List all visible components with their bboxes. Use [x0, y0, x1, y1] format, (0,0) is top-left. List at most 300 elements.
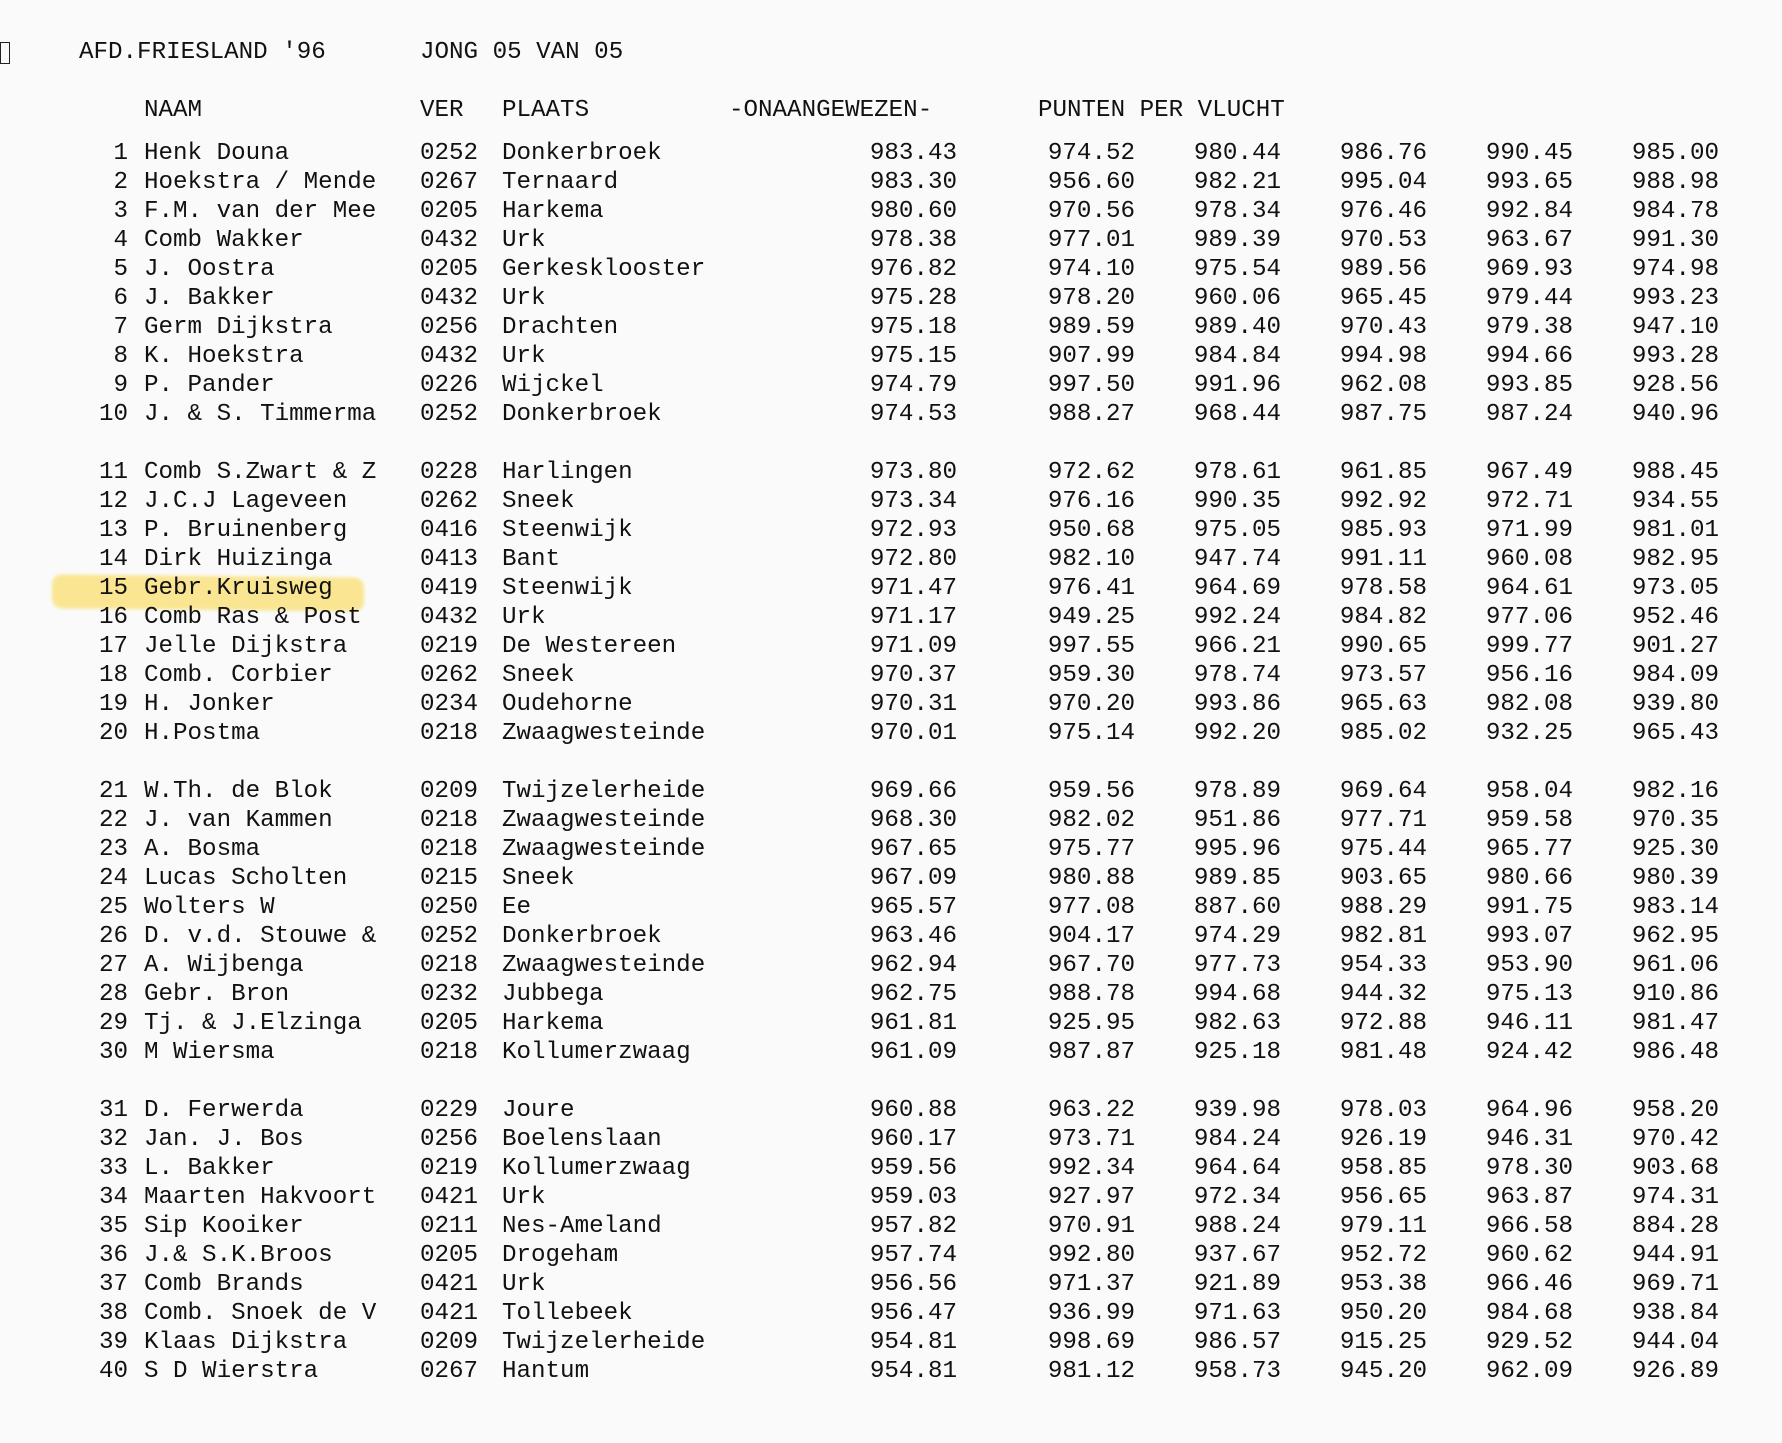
punten-value: 981.47	[1631, 1010, 1719, 1037]
punten-value: 974.29	[1193, 923, 1281, 950]
punten-value: 978.03	[1339, 1097, 1427, 1124]
punten-value: 966.21	[1193, 633, 1281, 660]
naam: J. Oostra	[144, 256, 275, 283]
punten-value: 995.96	[1193, 836, 1281, 863]
table-row	[0, 1328, 1782, 1357]
punten-value: 964.61	[1485, 575, 1573, 602]
punten-value: 987.24	[1485, 401, 1573, 428]
ver: 0218	[420, 807, 479, 834]
punten-value: 973.05	[1631, 575, 1719, 602]
table-row	[0, 1096, 1782, 1125]
rank: 31	[98, 1097, 128, 1124]
table-row	[0, 1154, 1782, 1183]
punten-value: 980.44	[1193, 140, 1281, 167]
rank: 11	[98, 459, 128, 486]
punten-value: 972.88	[1339, 1010, 1427, 1037]
naam: A. Bosma	[144, 836, 261, 863]
punten-value: 984.09	[1631, 662, 1719, 689]
ver: 0252	[420, 401, 479, 428]
onaangewezen: 972.80	[869, 546, 957, 573]
punten-value: 978.89	[1193, 778, 1281, 805]
section-title: AFD.FRIESLAND '96	[79, 39, 326, 66]
rank: 14	[98, 546, 128, 573]
punten-value: 953.38	[1339, 1271, 1427, 1298]
punten-value: 903.68	[1631, 1155, 1719, 1182]
table-row	[0, 806, 1782, 835]
punten-value: 979.44	[1485, 285, 1573, 312]
ver: 0205	[420, 1010, 479, 1037]
punten-value: 977.73	[1193, 952, 1281, 979]
column-header-plaats: PLAATS	[502, 97, 590, 124]
onaangewezen: 957.74	[869, 1242, 957, 1269]
punten-value: 887.60	[1193, 894, 1281, 921]
punten-value: 926.89	[1631, 1358, 1719, 1385]
rank: 2	[113, 169, 128, 196]
plaats: Gerkesklooster	[502, 256, 706, 283]
onaangewezen: 976.82	[869, 256, 957, 283]
plaats: De Westereen	[502, 633, 677, 660]
punten-value: 971.63	[1193, 1300, 1281, 1327]
punten-value: 993.07	[1485, 923, 1573, 950]
punten-value: 962.95	[1631, 923, 1719, 950]
punten-value: 989.40	[1193, 314, 1281, 341]
punten-value: 977.06	[1485, 604, 1573, 631]
plaats: Zwaagwesteinde	[502, 836, 706, 863]
punten-value: 977.71	[1339, 807, 1427, 834]
plaats: Wijckel	[502, 372, 604, 399]
punten-value: 985.00	[1631, 140, 1719, 167]
onaangewezen: 970.31	[869, 691, 957, 718]
rank: 22	[98, 807, 128, 834]
onaangewezen: 970.01	[869, 720, 957, 747]
onaangewezen: 971.17	[869, 604, 957, 631]
table-row	[0, 1270, 1782, 1299]
column-header-onaangewezen: -ONAANGEWEZEN-	[729, 97, 933, 124]
punten-value: 932.25	[1485, 720, 1573, 747]
punten-value: 929.52	[1485, 1329, 1573, 1356]
naam: Maarten Hakvoort	[144, 1184, 377, 1211]
punten-value: 987.87	[1047, 1039, 1135, 1066]
punten-value: 925.95	[1047, 1010, 1135, 1037]
rank: 38	[98, 1300, 128, 1327]
rank: 9	[113, 372, 128, 399]
punten-value: 939.98	[1193, 1097, 1281, 1124]
punten-value: 994.98	[1339, 343, 1427, 370]
ver: 0209	[420, 778, 479, 805]
naam: M Wiersma	[144, 1039, 275, 1066]
ver: 0226	[420, 372, 479, 399]
table-row	[0, 516, 1782, 545]
naam: L. Bakker	[144, 1155, 275, 1182]
naam: Germ Dijkstra	[144, 314, 333, 341]
punten-value: 991.96	[1193, 372, 1281, 399]
naam: W.Th. de Blok	[144, 778, 333, 805]
punten-value: 907.99	[1047, 343, 1135, 370]
naam: J. & S. Timmerma	[144, 401, 377, 428]
punten-value: 979.38	[1485, 314, 1573, 341]
punten-value: 993.28	[1631, 343, 1719, 370]
punten-value: 978.34	[1193, 198, 1281, 225]
punten-value: 991.30	[1631, 227, 1719, 254]
punten-value: 969.93	[1485, 256, 1573, 283]
punten-value: 915.25	[1339, 1329, 1427, 1356]
punten-value: 946.31	[1485, 1126, 1573, 1153]
punten-value: 960.06	[1193, 285, 1281, 312]
rank: 12	[98, 488, 128, 515]
onaangewezen: 971.47	[869, 575, 957, 602]
table-row	[0, 1009, 1782, 1038]
punten-value: 990.45	[1485, 140, 1573, 167]
plaats: Zwaagwesteinde	[502, 807, 706, 834]
ver: 0215	[420, 865, 479, 892]
punten-value: 952.72	[1339, 1242, 1427, 1269]
naam: Dirk Huizinga	[144, 546, 333, 573]
plaats: Tollebeek	[502, 1300, 633, 1327]
table-row	[0, 1241, 1782, 1270]
punten-value: 965.63	[1339, 691, 1427, 718]
onaangewezen: 974.79	[869, 372, 957, 399]
punten-value: 978.20	[1047, 285, 1135, 312]
ver: 0205	[420, 198, 479, 225]
table-row	[0, 458, 1782, 487]
table-row	[0, 313, 1782, 342]
punten-value: 988.29	[1339, 894, 1427, 921]
punten-value: 952.46	[1631, 604, 1719, 631]
rank: 18	[98, 662, 128, 689]
punten-value: 978.58	[1339, 575, 1427, 602]
punten-value: 956.16	[1485, 662, 1573, 689]
table-row	[0, 603, 1782, 632]
punten-value: 987.75	[1339, 401, 1427, 428]
punten-value: 989.56	[1339, 256, 1427, 283]
ver: 0219	[420, 1155, 479, 1182]
punten-value: 956.65	[1339, 1184, 1427, 1211]
punten-value: 981.01	[1631, 517, 1719, 544]
punten-value: 988.45	[1631, 459, 1719, 486]
plaats: Urk	[502, 227, 546, 254]
punten-value: 884.28	[1631, 1213, 1719, 1240]
ver: 0432	[420, 227, 479, 254]
punten-value: 924.42	[1485, 1039, 1573, 1066]
rank: 3	[113, 198, 128, 225]
rank: 25	[98, 894, 128, 921]
ver: 0256	[420, 314, 479, 341]
naam: Wolters W	[144, 894, 275, 921]
punten-value: 968.44	[1193, 401, 1281, 428]
table-row	[0, 574, 1782, 603]
table-row	[0, 1299, 1782, 1328]
table-row	[0, 1183, 1782, 1212]
naam: H. Jonker	[144, 691, 275, 718]
table-row	[0, 719, 1782, 748]
ver: 0234	[420, 691, 479, 718]
punten-value: 982.95	[1631, 546, 1719, 573]
punten-value: 961.06	[1631, 952, 1719, 979]
punten-value: 974.10	[1047, 256, 1135, 283]
plaats: Zwaagwesteinde	[502, 720, 706, 747]
naam: P. Pander	[144, 372, 275, 399]
punten-value: 972.71	[1485, 488, 1573, 515]
rank: 37	[98, 1271, 128, 1298]
ver: 0219	[420, 633, 479, 660]
punten-value: 951.86	[1193, 807, 1281, 834]
rank: 33	[98, 1155, 128, 1182]
naam: Comb. Corbier	[144, 662, 333, 689]
rank: 16	[98, 604, 128, 631]
punten-value: 927.97	[1047, 1184, 1135, 1211]
column-header-naam: NAAM	[144, 97, 203, 124]
table-row	[0, 1212, 1782, 1241]
punten-value: 947.10	[1631, 314, 1719, 341]
onaangewezen: 980.60	[869, 198, 957, 225]
onaangewezen: 967.65	[869, 836, 957, 863]
punten-value: 965.45	[1339, 285, 1427, 312]
punten-value: 982.02	[1047, 807, 1135, 834]
naam: Sip Kooiker	[144, 1213, 304, 1240]
punten-value: 938.84	[1631, 1300, 1719, 1327]
document-header	[0, 38, 624, 67]
ver: 0218	[420, 836, 479, 863]
table-row	[0, 371, 1782, 400]
punten-value: 993.65	[1485, 169, 1573, 196]
punten-value: 973.57	[1339, 662, 1427, 689]
punten-value: 970.20	[1047, 691, 1135, 718]
punten-value: 971.99	[1485, 517, 1573, 544]
naam: Comb S.Zwart & Z	[144, 459, 377, 486]
punten-value: 965.43	[1631, 720, 1719, 747]
punten-value: 989.39	[1193, 227, 1281, 254]
rank: 4	[113, 227, 128, 254]
ver: 0421	[420, 1271, 479, 1298]
punten-value: 958.20	[1631, 1097, 1719, 1124]
punten-value: 990.65	[1339, 633, 1427, 660]
punten-value: 970.35	[1631, 807, 1719, 834]
ver: 0267	[420, 169, 479, 196]
table-row	[0, 951, 1782, 980]
table-row	[0, 400, 1782, 429]
punten-value: 959.30	[1047, 662, 1135, 689]
rank: 26	[98, 923, 128, 950]
punten-value: 992.24	[1193, 604, 1281, 631]
punten-value: 988.98	[1631, 169, 1719, 196]
punten-value: 992.20	[1193, 720, 1281, 747]
punten-value: 992.92	[1339, 488, 1427, 515]
punten-value: 940.96	[1631, 401, 1719, 428]
punten-value: 925.18	[1193, 1039, 1281, 1066]
punten-value: 936.99	[1047, 1300, 1135, 1327]
punten-value: 995.04	[1339, 169, 1427, 196]
rank: 27	[98, 952, 128, 979]
rank: 1	[113, 140, 128, 167]
table-row	[0, 342, 1782, 371]
punten-value: 978.74	[1193, 662, 1281, 689]
table-row	[0, 168, 1782, 197]
table-row	[0, 980, 1782, 1009]
punten-value: 984.24	[1193, 1126, 1281, 1153]
punten-value: 910.86	[1631, 981, 1719, 1008]
onaangewezen: 972.93	[869, 517, 957, 544]
table-row	[0, 139, 1782, 168]
ver: 0250	[420, 894, 479, 921]
plaats: Urk	[502, 285, 546, 312]
punten-value: 963.67	[1485, 227, 1573, 254]
punten-value: 967.49	[1485, 459, 1573, 486]
rank: 19	[98, 691, 128, 718]
ver: 0205	[420, 256, 479, 283]
punten-value: 981.12	[1047, 1358, 1135, 1385]
table-row	[0, 284, 1782, 313]
punten-value: 946.11	[1485, 1010, 1573, 1037]
plaats: Harlingen	[502, 459, 633, 486]
plaats: Sneek	[502, 865, 575, 892]
punten-value: 997.50	[1047, 372, 1135, 399]
punten-value: 994.68	[1193, 981, 1281, 1008]
ver: 0211	[420, 1213, 479, 1240]
punten-value: 964.69	[1193, 575, 1281, 602]
table-row	[0, 545, 1782, 574]
punten-value: 972.34	[1193, 1184, 1281, 1211]
ver: 0218	[420, 720, 479, 747]
naam: Lucas Scholten	[144, 865, 348, 892]
table-row	[0, 255, 1782, 284]
naam: F.M. van der Mee	[144, 198, 377, 225]
ver: 0262	[420, 662, 479, 689]
punten-value: 984.84	[1193, 343, 1281, 370]
punten-value: 921.89	[1193, 1271, 1281, 1298]
table-row	[0, 777, 1782, 806]
onaangewezen: 967.09	[869, 865, 957, 892]
punten-value: 944.04	[1631, 1329, 1719, 1356]
column-header-ver: VER	[420, 97, 464, 124]
punten-value: 990.35	[1193, 488, 1281, 515]
punten-value: 956.60	[1047, 169, 1135, 196]
punten-value: 992.84	[1485, 198, 1573, 225]
punten-value: 992.34	[1047, 1155, 1135, 1182]
plaats: Drogeham	[502, 1242, 619, 1269]
page-title: JONG 05 VAN 05	[420, 39, 624, 66]
punten-value: 999.77	[1485, 633, 1573, 660]
table-row	[0, 864, 1782, 893]
ver: 0252	[420, 923, 479, 950]
onaangewezen: 960.88	[869, 1097, 957, 1124]
punten-value: 983.14	[1631, 894, 1719, 921]
punten-value: 978.61	[1193, 459, 1281, 486]
column-header-row	[0, 96, 1285, 125]
punten-value: 958.73	[1193, 1358, 1281, 1385]
punten-value: 988.27	[1047, 401, 1135, 428]
punten-value: 960.62	[1485, 1242, 1573, 1269]
naam: A. Wijbenga	[144, 952, 304, 979]
ver: 0262	[420, 488, 479, 515]
naam: Hoekstra / Mende	[144, 169, 377, 196]
punten-value: 984.78	[1631, 198, 1719, 225]
punten-value: 974.52	[1047, 140, 1135, 167]
punten-value: 975.13	[1485, 981, 1573, 1008]
punten-value: 959.56	[1047, 778, 1135, 805]
plaats: Harkema	[502, 198, 604, 225]
punten-value: 975.14	[1047, 720, 1135, 747]
rank: 32	[98, 1126, 128, 1153]
punten-value: 980.66	[1485, 865, 1573, 892]
naam: Klaas Dijkstra	[144, 1329, 348, 1356]
table-row	[0, 226, 1782, 255]
naam: Comb Ras & Post	[144, 604, 362, 631]
naam: P. Bruinenberg	[144, 517, 348, 544]
punten-value: 939.80	[1631, 691, 1719, 718]
rank: 34	[98, 1184, 128, 1211]
ver: 0232	[420, 981, 479, 1008]
plaats: Urk	[502, 343, 546, 370]
naam: Henk Douna	[144, 140, 290, 167]
punten-value: 976.41	[1047, 575, 1135, 602]
punten-value: 971.37	[1047, 1271, 1135, 1298]
plaats: Donkerbroek	[502, 401, 662, 428]
punten-value: 969.71	[1631, 1271, 1719, 1298]
punten-value: 994.66	[1485, 343, 1573, 370]
punten-value: 989.85	[1193, 865, 1281, 892]
ver: 0432	[420, 285, 479, 312]
punten-value: 953.90	[1485, 952, 1573, 979]
punten-value: 960.08	[1485, 546, 1573, 573]
punten-value: 988.78	[1047, 981, 1135, 1008]
punten-value: 926.19	[1339, 1126, 1427, 1153]
punten-value: 958.85	[1339, 1155, 1427, 1182]
naam: Comb Brands	[144, 1271, 304, 1298]
onaangewezen: 961.81	[869, 1010, 957, 1037]
onaangewezen: 954.81	[869, 1358, 957, 1385]
plaats: Steenwijk	[502, 575, 633, 602]
punten-value: 979.11	[1339, 1213, 1427, 1240]
punten-value: 963.22	[1047, 1097, 1135, 1124]
punten-value: 982.08	[1485, 691, 1573, 718]
onaangewezen: 983.30	[869, 169, 957, 196]
punten-value: 928.56	[1631, 372, 1719, 399]
rank: 30	[98, 1039, 128, 1066]
ver: 0267	[420, 1358, 479, 1385]
punten-value: 982.16	[1631, 778, 1719, 805]
punten-value: 984.68	[1485, 1300, 1573, 1327]
table-row	[0, 661, 1782, 690]
punten-value: 964.64	[1193, 1155, 1281, 1182]
punten-value: 954.33	[1339, 952, 1427, 979]
onaangewezen: 959.03	[869, 1184, 957, 1211]
punten-value: 937.67	[1193, 1242, 1281, 1269]
plaats: Urk	[502, 604, 546, 631]
plaats: Ternaard	[502, 169, 619, 196]
plaats: Sneek	[502, 662, 575, 689]
ver: 0218	[420, 952, 479, 979]
naam: D. v.d. Stouwe &	[144, 923, 377, 950]
punten-value: 970.43	[1339, 314, 1427, 341]
rank: 6	[113, 285, 128, 312]
onaangewezen: 963.46	[869, 923, 957, 950]
punten-value: 982.10	[1047, 546, 1135, 573]
punten-value: 978.30	[1485, 1155, 1573, 1182]
table-row	[0, 835, 1782, 864]
ver: 0228	[420, 459, 479, 486]
punten-value: 949.25	[1047, 604, 1135, 631]
rank: 20	[98, 720, 128, 747]
plaats: Donkerbroek	[502, 923, 662, 950]
ver: 0419	[420, 575, 479, 602]
punten-value: 986.57	[1193, 1329, 1281, 1356]
punten-value: 966.46	[1485, 1271, 1573, 1298]
punten-value: 976.46	[1339, 198, 1427, 225]
plaats: Jubbega	[502, 981, 604, 1008]
punten-value: 969.64	[1339, 778, 1427, 805]
punten-value: 977.08	[1047, 894, 1135, 921]
plaats: Bant	[502, 546, 561, 573]
